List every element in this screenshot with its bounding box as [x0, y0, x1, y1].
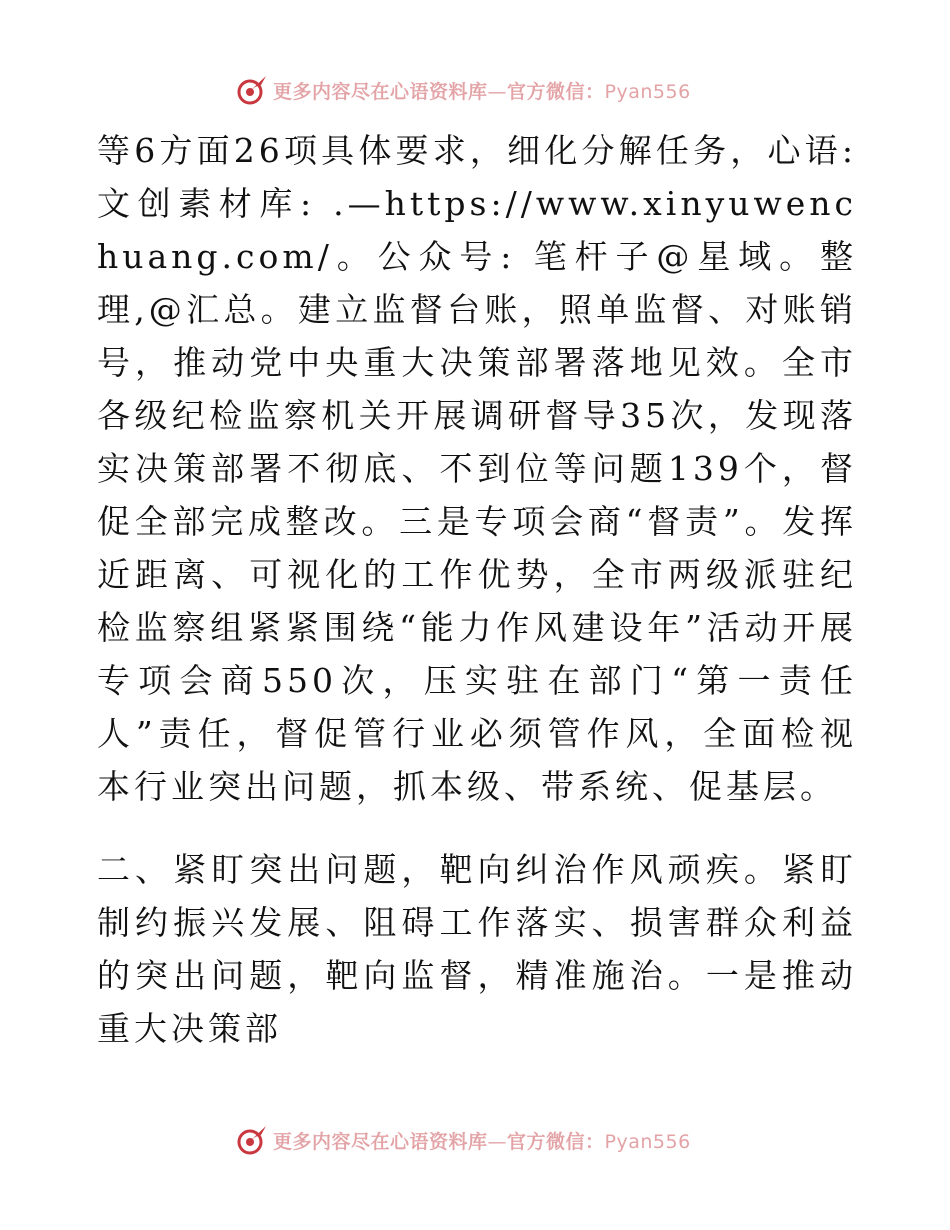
header-watermark: [235, 72, 715, 108]
watermark-text: 更多内容尽在心语资料库—官方微信：Pyan556: [273, 80, 691, 103]
footer-watermark: [235, 1122, 715, 1158]
quill-logo-icon: [235, 73, 269, 107]
paragraph: 等6方面26项具体要求，细化分解任务，心语:文创素材库: .—https://www.xinyuwenchuang.com/。公众号: 笔杆子@星域。整理,@汇总。建立监督台账，照单监督、对账销号，推动党中央重大决策部署落地见效。全市各级纪检监察机关开展调研督导35次，发现落实决策部署不彻底、不到位等问题139个，督促全部完成整改。三是专项会商“督责”。发挥近距离、可视化的工作优势，全市两级派驻纪检监察组紧紧围绕“能力作风建设年”活动开展专项会商550次，压实驻在部门“第一责任人”责任，督促管行业必须管作风，全面检视本行业突出问题，抓本级、带系统、促基层。: [97, 131, 857, 806]
watermark-text: 更多内容尽在心语资料库—官方微信：Pyan556: [273, 1130, 691, 1153]
document-body: [97, 124, 857, 1055]
quill-logo-icon: [235, 1123, 269, 1157]
paragraph: 二、紧盯突出问题，靶向纠治作风顽疾。紧盯制约振兴发展、阻碍工作落实、损害群众利益的突出问题，靶向监督，精准施治。一是推动重大决策部: [97, 850, 857, 1048]
